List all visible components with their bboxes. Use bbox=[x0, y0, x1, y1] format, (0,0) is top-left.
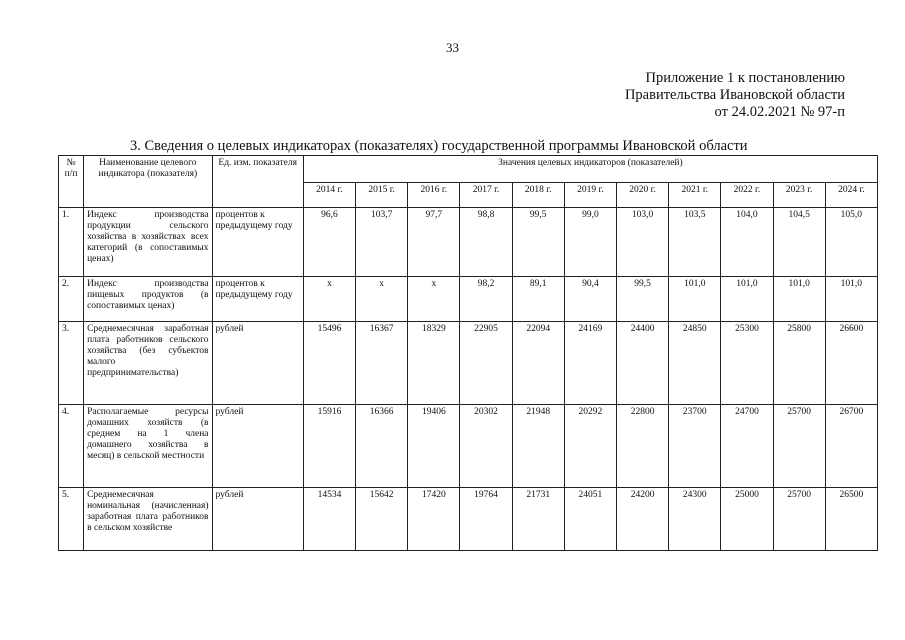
appendix-block bbox=[625, 70, 845, 121]
header-name: Наименование целевого индикатора (показателя) bbox=[84, 156, 212, 208]
table-row bbox=[59, 208, 878, 277]
appendix-line-3: от 24.02.2021 № 97-п bbox=[714, 104, 845, 120]
value-cell: 22800 bbox=[616, 405, 668, 488]
header-year: 2014 г. bbox=[303, 183, 355, 208]
value-cell: 103,7 bbox=[356, 208, 408, 277]
header-year: 2021 г. bbox=[669, 183, 721, 208]
value-cell: 101,0 bbox=[773, 277, 825, 322]
value-cell: х bbox=[408, 277, 460, 322]
table-row bbox=[59, 322, 878, 405]
indicator-name: Индекс производства пищевых продуктов (в сопоставимых ценах) bbox=[84, 277, 212, 322]
value-cell: 99,0 bbox=[564, 208, 616, 277]
value-cell: 101,0 bbox=[669, 277, 721, 322]
table-header-row bbox=[59, 156, 878, 183]
value-cell: 25800 bbox=[773, 322, 825, 405]
value-cell: 23700 bbox=[669, 405, 721, 488]
value-cell: 104,5 bbox=[773, 208, 825, 277]
value-cell: 21948 bbox=[512, 405, 564, 488]
header-year: 2015 г. bbox=[356, 183, 408, 208]
value-cell: 90,4 bbox=[564, 277, 616, 322]
indicator-name: Среднемесячная заработная плата работников сельского хозяйства (без субъектов малого предпринимательства) bbox=[84, 322, 212, 405]
value-cell: 24850 bbox=[669, 322, 721, 405]
value-cell: 24169 bbox=[564, 322, 616, 405]
value-cell: 18329 bbox=[408, 322, 460, 405]
row-number: 2. bbox=[59, 277, 84, 322]
value-cell: 105,0 bbox=[825, 208, 877, 277]
row-number: 3. bbox=[59, 322, 84, 405]
value-cell: 26600 bbox=[825, 322, 877, 405]
appendix-line-1: Приложение 1 к постановлению bbox=[645, 70, 845, 86]
table-row bbox=[59, 488, 878, 551]
header-year: 2017 г. bbox=[460, 183, 512, 208]
row-number: 4. bbox=[59, 405, 84, 488]
value-cell: 14534 bbox=[303, 488, 355, 551]
value-cell: 16366 bbox=[356, 405, 408, 488]
indicators-table bbox=[58, 155, 878, 551]
value-cell: 16367 bbox=[356, 322, 408, 405]
table-row bbox=[59, 277, 878, 322]
value-cell: 24300 bbox=[669, 488, 721, 551]
value-cell: 24400 bbox=[616, 322, 668, 405]
header-year: 2016 г. bbox=[408, 183, 460, 208]
value-cell: х bbox=[303, 277, 355, 322]
value-cell: 15916 bbox=[303, 405, 355, 488]
value-cell: 25000 bbox=[721, 488, 773, 551]
value-cell: 26500 bbox=[825, 488, 877, 551]
header-num: № п/п bbox=[59, 156, 84, 208]
value-cell: 98,2 bbox=[460, 277, 512, 322]
value-cell: 24051 bbox=[564, 488, 616, 551]
header-year: 2018 г. bbox=[512, 183, 564, 208]
value-cell: 22094 bbox=[512, 322, 564, 405]
header-year: 2022 г. bbox=[721, 183, 773, 208]
value-cell: 101,0 bbox=[721, 277, 773, 322]
header-year: 2023 г. bbox=[773, 183, 825, 208]
row-number: 5. bbox=[59, 488, 84, 551]
section-title: 3. Сведения о целевых индикаторах (показателях) государственной программы Ивановской области bbox=[130, 138, 748, 154]
indicator-unit: рублей bbox=[212, 488, 303, 551]
header-year: 2020 г. bbox=[616, 183, 668, 208]
indicator-name: Среднемесячная номинальная (начисленная) заработная плата работников в сельском хозяйстве bbox=[84, 488, 212, 551]
header-year: 2019 г. bbox=[564, 183, 616, 208]
appendix-line-2: Правительства Ивановской области bbox=[624, 87, 845, 103]
value-cell: 103,0 bbox=[616, 208, 668, 277]
value-cell: х bbox=[356, 277, 408, 322]
row-number: 1. bbox=[59, 208, 84, 277]
value-cell: 98,8 bbox=[460, 208, 512, 277]
indicator-name: Располагаемые ресурсы домашних хозяйств (в среднем на 1 члена домашнего хозяйства в месяц) в сельской местности bbox=[84, 405, 212, 488]
table-row bbox=[59, 405, 878, 488]
value-cell: 20302 bbox=[460, 405, 512, 488]
value-cell: 15496 bbox=[303, 322, 355, 405]
value-cell: 25700 bbox=[773, 488, 825, 551]
value-cell: 89,1 bbox=[512, 277, 564, 322]
value-cell: 21731 bbox=[512, 488, 564, 551]
value-cell: 26700 bbox=[825, 405, 877, 488]
value-cell: 25700 bbox=[773, 405, 825, 488]
value-cell: 24200 bbox=[616, 488, 668, 551]
value-cell: 97,7 bbox=[408, 208, 460, 277]
indicator-name: Индекс производства продукции сельского хозяйства в хозяйствах всех категорий (в сопоставимых ценах) bbox=[84, 208, 212, 277]
value-cell: 19764 bbox=[460, 488, 512, 551]
indicator-unit: процентов к предыдущему году bbox=[212, 208, 303, 277]
value-cell: 99,5 bbox=[616, 277, 668, 322]
indicator-unit: рублей bbox=[212, 322, 303, 405]
value-cell: 25300 bbox=[721, 322, 773, 405]
value-cell: 19406 bbox=[408, 405, 460, 488]
value-cell: 15642 bbox=[356, 488, 408, 551]
value-cell: 17420 bbox=[408, 488, 460, 551]
page-number: 33 bbox=[446, 40, 459, 55]
value-cell: 20292 bbox=[564, 405, 616, 488]
value-cell: 101,0 bbox=[825, 277, 877, 322]
value-cell: 22905 bbox=[460, 322, 512, 405]
header-unit: Ед. изм. показателя bbox=[212, 156, 303, 208]
indicator-unit: процентов к предыдущему году bbox=[212, 277, 303, 322]
header-year: 2024 г. bbox=[825, 183, 877, 208]
value-cell: 99,5 bbox=[512, 208, 564, 277]
value-cell: 96,6 bbox=[303, 208, 355, 277]
header-values-group: Значения целевых индикаторов (показателей) bbox=[303, 156, 877, 183]
value-cell: 24700 bbox=[721, 405, 773, 488]
value-cell: 103,5 bbox=[669, 208, 721, 277]
value-cell: 104,0 bbox=[721, 208, 773, 277]
indicator-unit: рублей bbox=[212, 405, 303, 488]
